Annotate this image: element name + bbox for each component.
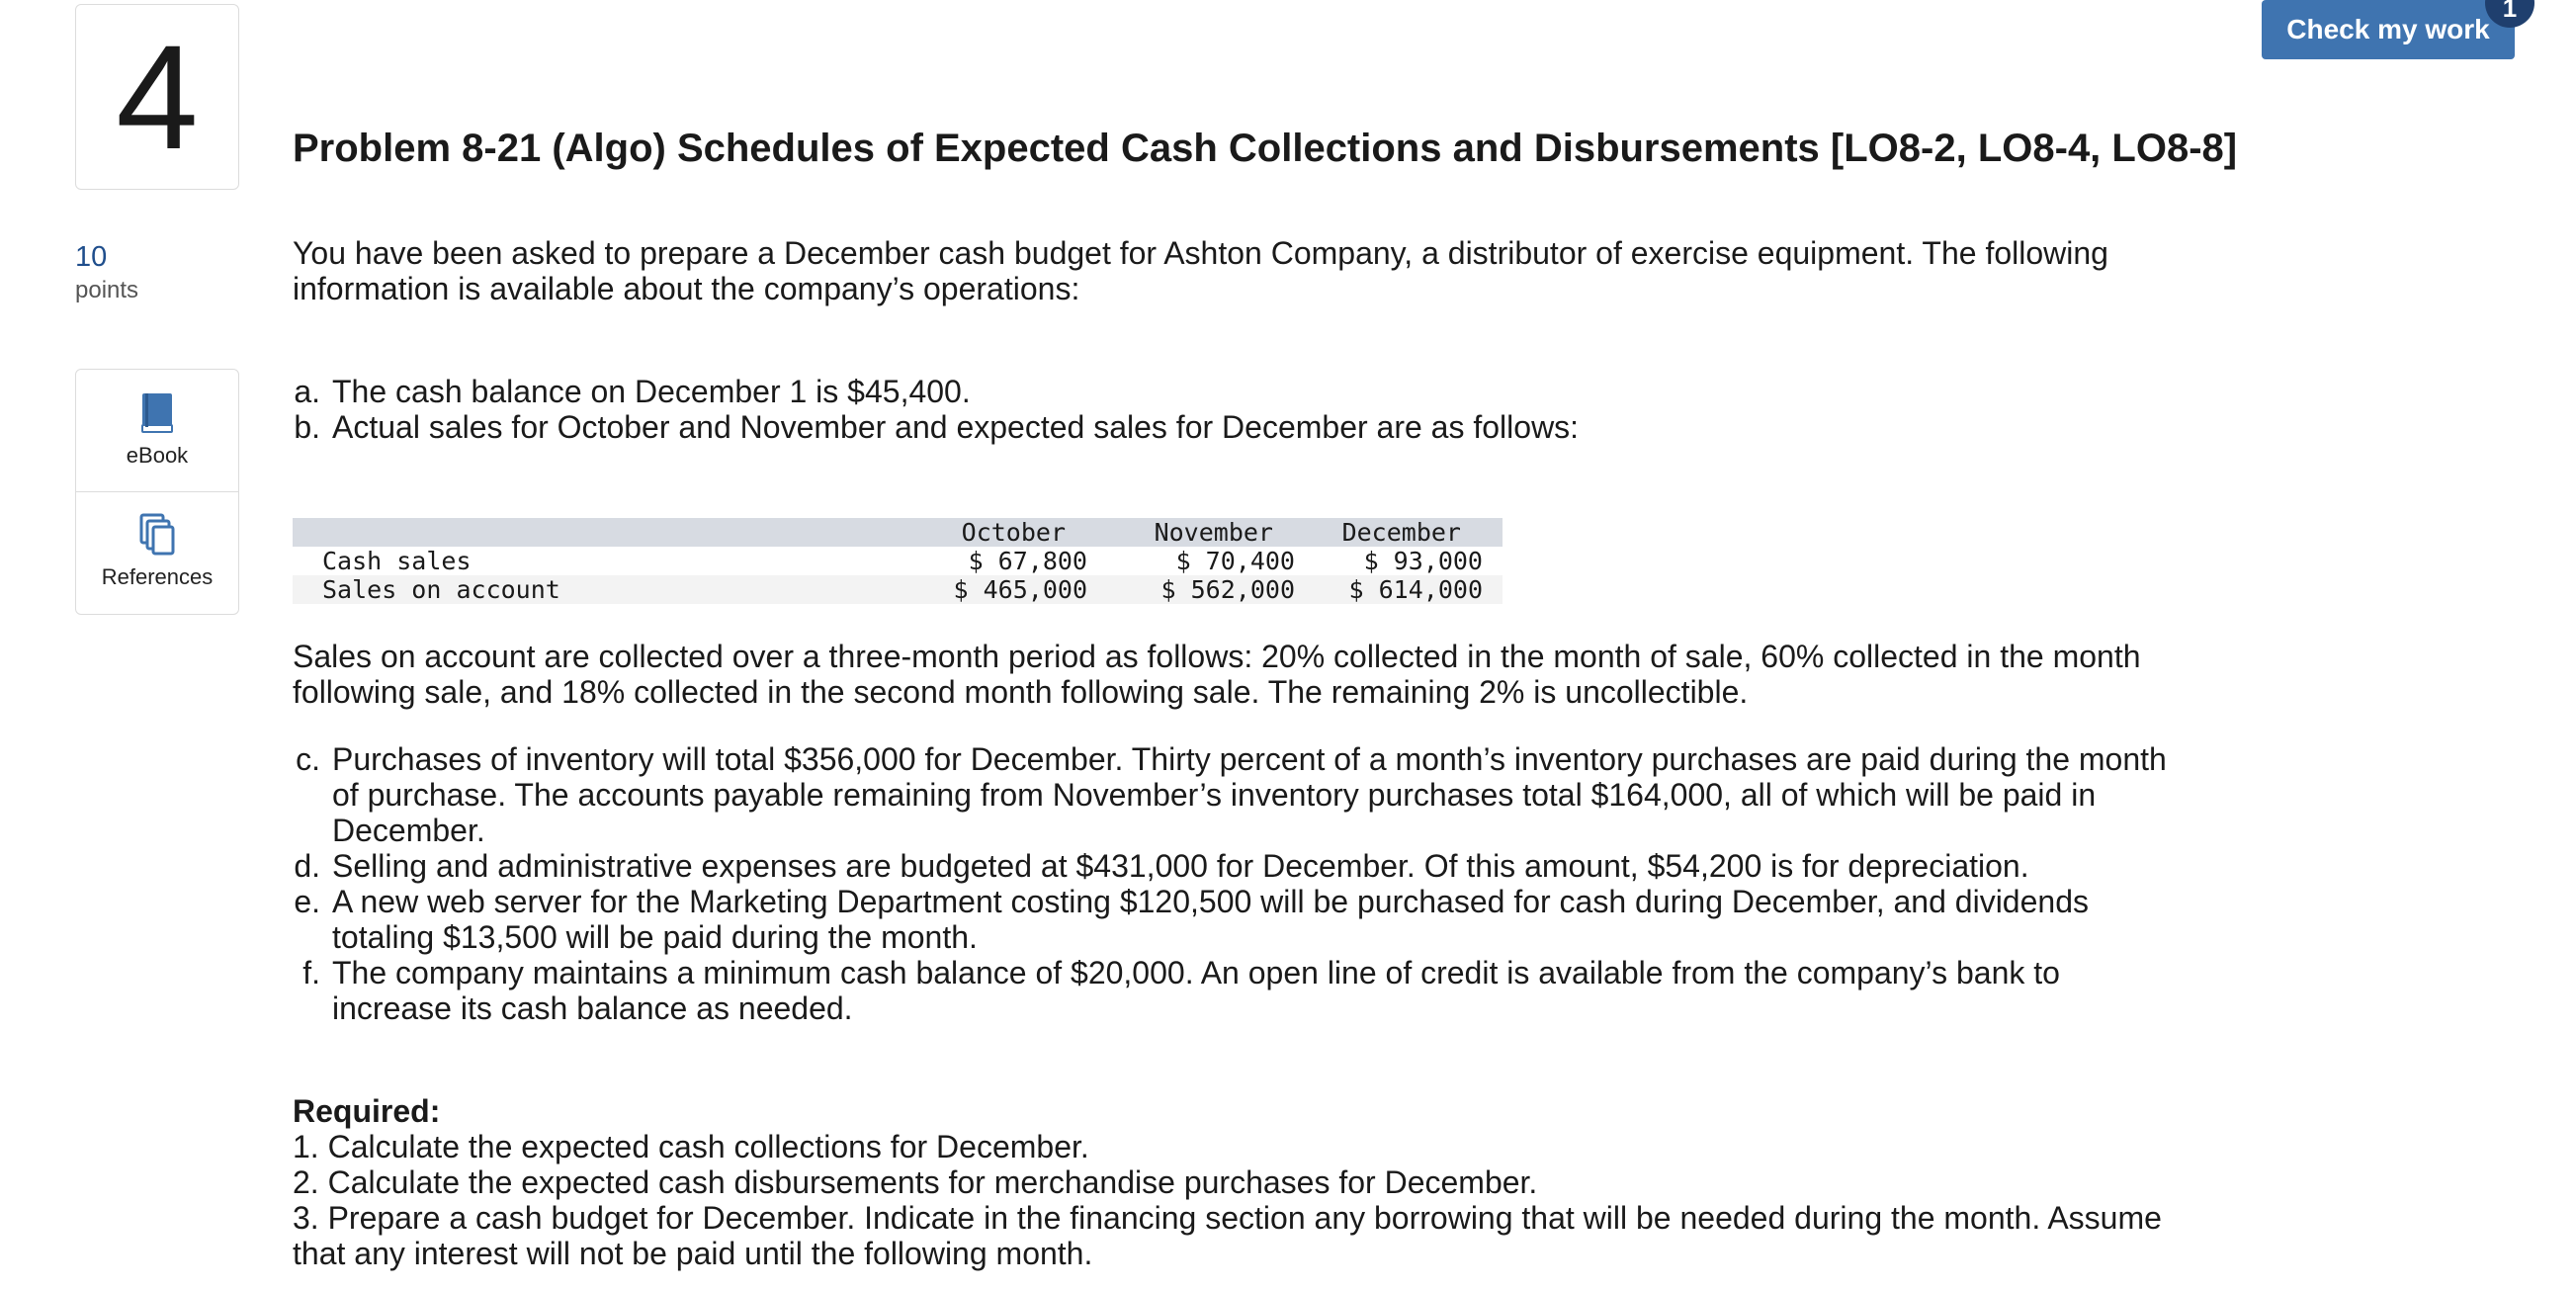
collection-paragraph: Sales on account are collected over a three-month period as follows: 20% collected in the month of sale, 60% collected in the month following sale, and 18% collected in the second month following sale. The remaining 2% is uncollectible. — [293, 639, 2141, 710]
table-cell: $ 614,000 — [1315, 575, 1503, 604]
list-item-text: The cash balance on December 1 is $45,400. — [332, 374, 971, 409]
references-button[interactable] — [76, 491, 238, 613]
table-cell: $ 70,400 — [1175, 547, 1295, 575]
list-item-label: f. — [302, 955, 320, 990]
table-cell: $ 562,000 — [1107, 575, 1315, 604]
table-header: November — [1107, 518, 1315, 547]
table-header: December — [1315, 518, 1503, 547]
list-item-label: b. — [294, 409, 320, 445]
list-item-text: Purchases of inventory will total $356,000 for December. Thirty percent of a month’s inventory purchases are paid during the month of purchase. The accounts payable remaining from November’s inventory purchases total $164,000, all of which will be paid in December. — [332, 741, 2167, 848]
list-item — [293, 409, 2171, 445]
sales-table — [293, 518, 1503, 604]
points-value: 10 — [75, 241, 108, 273]
items-a-b — [293, 374, 2171, 445]
references-label: References — [101, 564, 214, 589]
required-item: 1. Calculate the expected cash collections for December. — [293, 1129, 1089, 1164]
documents-icon — [137, 513, 177, 557]
ebook-label: eBook — [126, 443, 189, 468]
check-my-work-button[interactable]: Check my work — [2262, 0, 2515, 59]
question-number-box — [75, 4, 239, 190]
list-item-text: A new web server for the Marketing Department costing $120,500 will be purchased for cash during December, and dividends totaling $13,500 will be paid during the month. — [332, 884, 2089, 955]
table-cell: $ 67,800 — [968, 547, 1087, 575]
side-tools-panel — [75, 369, 239, 615]
points-label: points — [75, 277, 139, 303]
table-header — [293, 518, 900, 547]
table-row-label: Cash sales — [322, 547, 472, 575]
list-item — [293, 741, 2181, 848]
required-item: 2. Calculate the expected cash disbursements for merchandise purchases for December. — [293, 1164, 1538, 1200]
list-item-text: Selling and administrative expenses are budgeted at $431,000 for December. Of this amount, $54,200 is for depreciation. — [332, 848, 2029, 884]
table-header: October — [900, 518, 1107, 547]
question-number: 4 — [116, 13, 199, 180]
ebook-button[interactable] — [76, 370, 238, 492]
problem-intro: You have been asked to prepare a December cash budget for Ashton Company, a distributor of exercise equipment. The following information is available about the company’s operations: — [293, 235, 2108, 306]
required-heading: Required: — [293, 1093, 441, 1129]
required-item: 3. Prepare a cash budget for December. Indicate in the financing section any borrowing that will be needed during the month. Assume that any interest will not be paid until the following month. — [293, 1200, 2162, 1271]
list-item — [293, 955, 2181, 1026]
problem-title: Problem 8-21 (Algo) Schedules of Expected Cash Collections and Disbursements [LO8-2, LO8-4, LO8-8] — [293, 127, 2238, 170]
required-section — [293, 1093, 2181, 1271]
list-item-label: e. — [294, 884, 320, 919]
list-item — [293, 374, 2171, 409]
list-item-text: The company maintains a minimum cash balance of $20,000. An open line of credit is available from the company’s bank to increase its cash balance as needed. — [332, 955, 2060, 1026]
table-row-label: Sales on account — [293, 575, 900, 604]
list-item — [293, 848, 2181, 884]
check-count-badge: 1 — [2485, 0, 2534, 28]
table-row — [293, 575, 1503, 604]
items-c-f — [293, 741, 2181, 1026]
list-item-label: d. — [294, 848, 320, 884]
table-cell: $ 465,000 — [900, 575, 1107, 604]
book-icon — [137, 391, 177, 435]
list-item — [293, 884, 2181, 955]
table-header-row — [293, 518, 1503, 547]
list-item-label: a. — [294, 374, 320, 409]
list-item-label: c. — [296, 741, 320, 777]
table-row — [293, 547, 1503, 575]
table-cell: $ 93,000 — [1363, 547, 1483, 575]
list-item-text: Actual sales for October and November and expected sales for December are as follows: — [332, 409, 1580, 445]
